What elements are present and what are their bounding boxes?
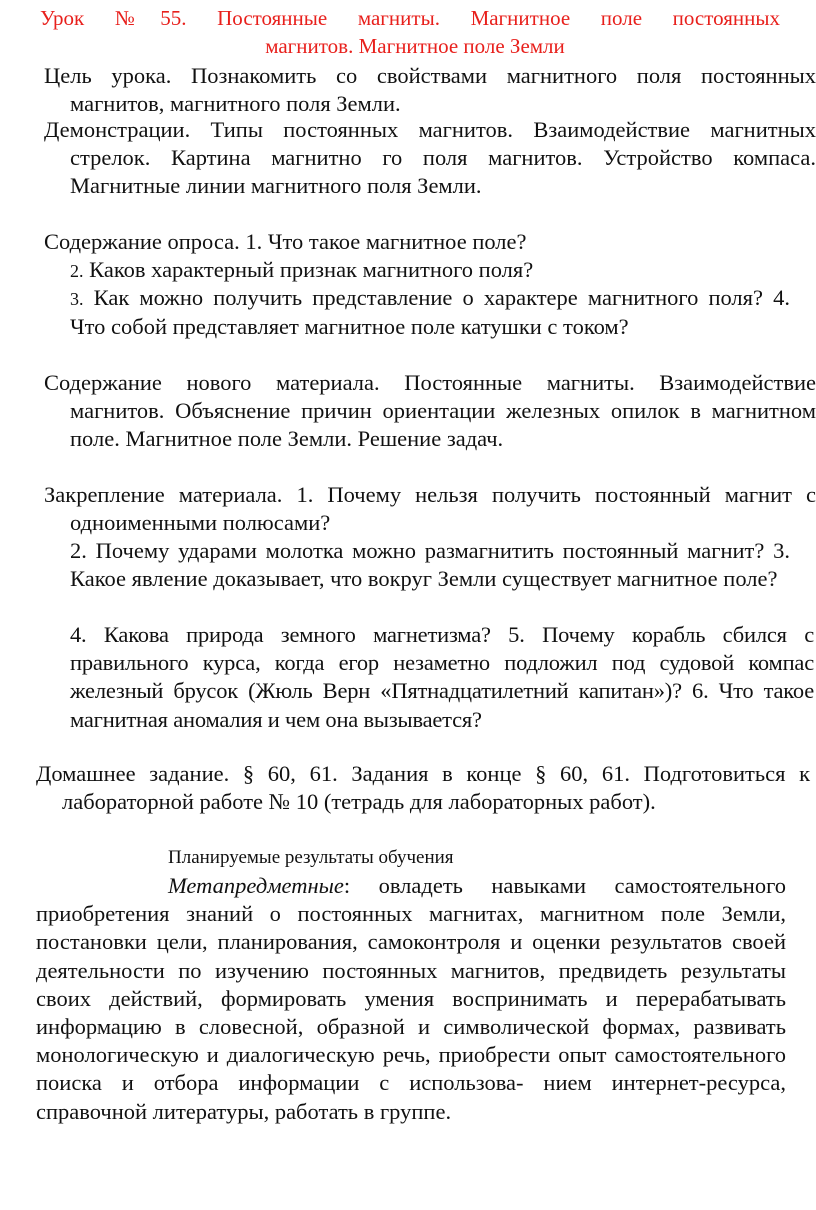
lesson-goal: Цель урока. Познакомить со свойствами магнитного поля постоянных магнитов, магнитного поля Земли. — [44, 63, 816, 117]
metasubject-text: : овладеть навыками самостоятельного приобретения знаний о постоянных магнитах, магнитном поле Земли, постановки цели, планирования, самоконтроля и оценки результатов своей деятельности по изучению постоянных магнитов, предвидеть результаты своих действий, формировать умения воспринимать и перерабатывать информацию в словесной, образной и символической формах, развивать монологическую и диалогическую речь, приобрести опыт самостоятельного поиска и отбора информации с использова- нием интернет-ресурса, справочной литературы, работать в группе. — [36, 873, 786, 1124]
metasubject-results — [36, 872, 786, 1126]
survey-heading: Содержание опроса. 1. Что такое магнитное поле? — [44, 229, 527, 254]
consolidation-p1: Закрепление материала. 1. Почему нельзя получить постоянный магнит с одноименными полюсами? — [44, 482, 816, 536]
metasubject-label: Метапредметные — [168, 873, 344, 898]
consolidation-p2: 2. Почему ударами молотка можно размагнитить постоянный магнит? 3. Какое явление доказывает, что вокруг Земли существует магнитное поле? — [70, 538, 790, 592]
consolidation-p3: 4. Какова природа земного магнетизма? 5. Почему корабль сбился с правильного курса, когда егор незаметно подложил под судовой компас железный брусок (Жюль Верн «Пятнадцатилетний капитан»)? 6. Что такое магнитная аномалия и чем она вызывается? — [70, 622, 814, 732]
survey-q3-text: Как можно получить представление о характере магнитного поля? 4. Что собой представляет магнитное поле катушки с током? — [70, 285, 790, 340]
planned-results-heading: Планируемые результаты обучения — [168, 847, 454, 868]
lesson-title-line-1: Урок №55. Постоянные магниты. Магнитное поле постоянных — [40, 6, 780, 30]
lesson-title-line-2: магнитов. Магнитное поле Земли — [265, 34, 565, 58]
lesson-title — [40, 4, 780, 60]
homework: Домашнее задание. § 60, 61. Задания в конце § 60, 61. Подготовиться к лабораторной работе № 10 (тетрадь для лабораторных работ). — [36, 761, 810, 815]
survey-question-3 — [70, 284, 790, 341]
survey-q2-text: Каков характерный признак магнитного поля? — [89, 257, 534, 282]
survey-question-2 — [70, 256, 790, 285]
survey-q2-number: 2. — [70, 261, 84, 281]
demonstrations: Демонстрации. Типы постоянных магнитов. Взаимодействие магнитных стрелок. Картина магнитно го поля магнитов. Устройство компаса. Магнитные линии магнитного поля Земли. — [44, 117, 816, 199]
new-material: Содержание нового материала. Постоянные магниты. Взаимодействие магнитов. Объяснение причин ориентации железных опилок в магнитном поле. Магнитное поле Земли. Решение задач. — [44, 370, 816, 452]
survey-q3-number: 3. — [70, 289, 84, 309]
